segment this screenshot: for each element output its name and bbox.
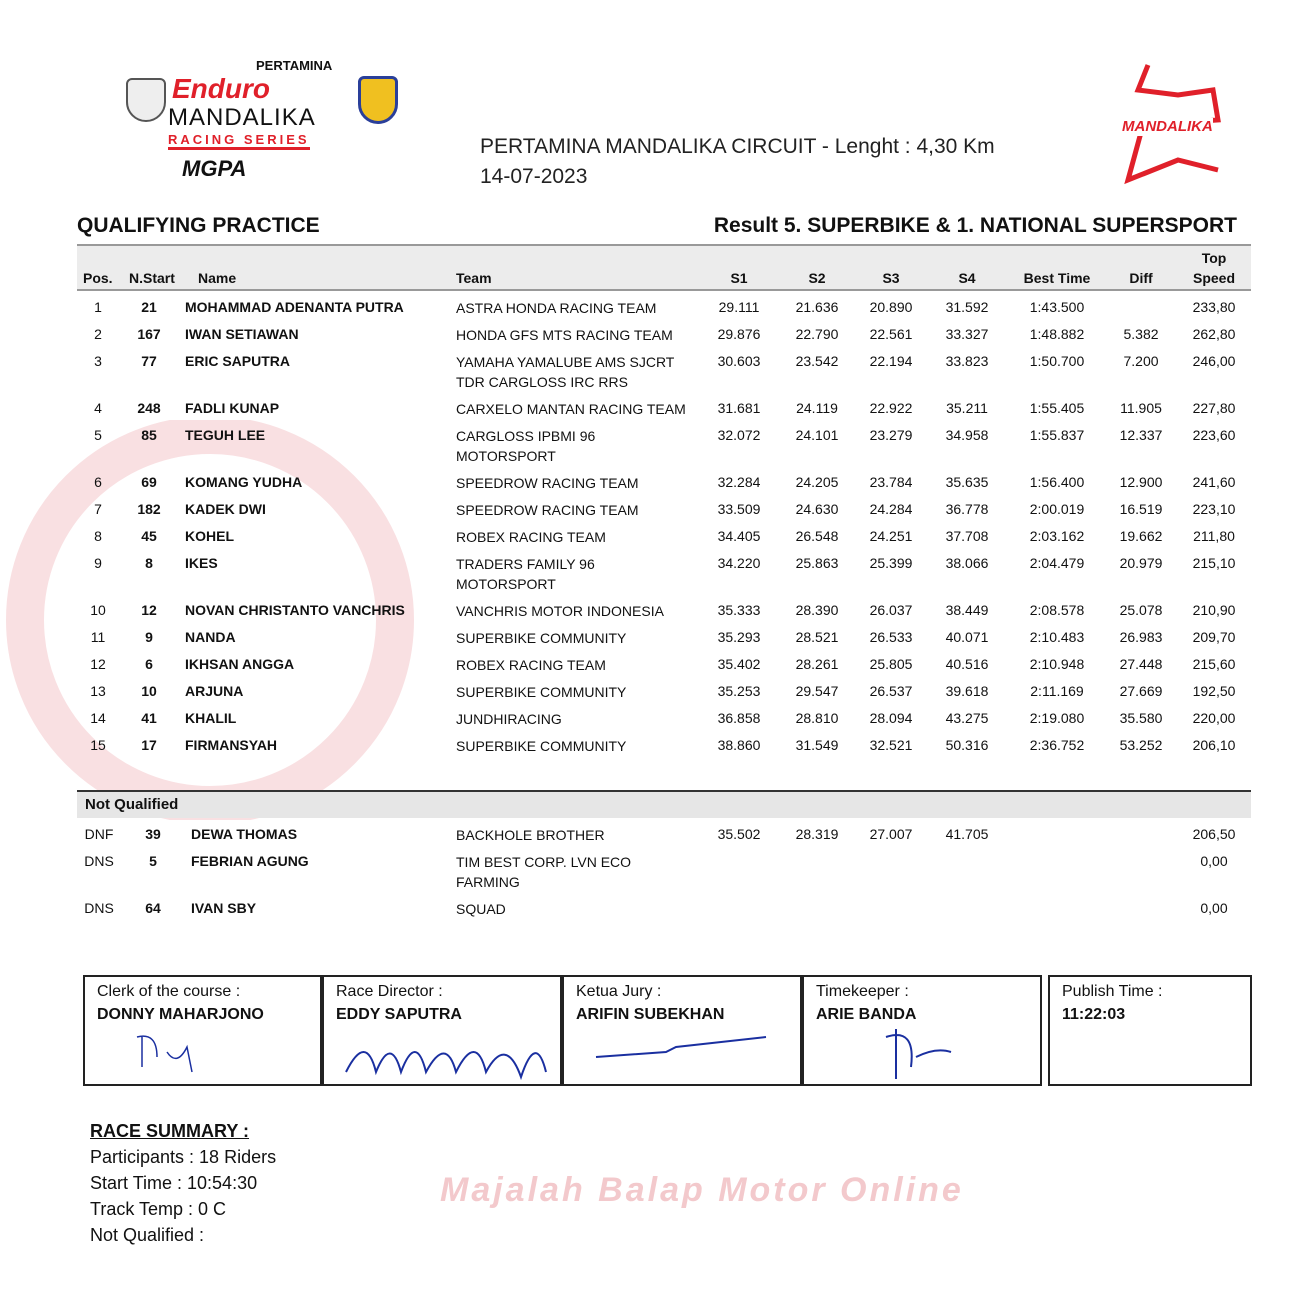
cell-s1: 35.253 <box>717 683 761 699</box>
cell-n: 17 <box>141 737 157 753</box>
cell-pos: 5 <box>94 427 102 443</box>
cell-s4: 39.618 <box>945 683 989 699</box>
cell-top: 220,00 <box>1192 710 1236 726</box>
cell-top: 206,10 <box>1192 737 1236 753</box>
cell-s3: 23.784 <box>869 474 913 490</box>
cell-best: 2:00.019 <box>1029 501 1085 517</box>
cell-diff: 16.519 <box>1119 501 1163 517</box>
cell-name: IVAN SBY <box>191 900 257 916</box>
cell-s2: 24.205 <box>795 474 839 490</box>
signature-box-clerk: Clerk of the course : DONNY MAHARJONO <box>83 975 322 1086</box>
cell-s2: 24.101 <box>795 427 839 443</box>
cell-s2: 24.630 <box>795 501 839 517</box>
table-row <box>77 552 1251 592</box>
cell-s1: 30.603 <box>717 353 761 369</box>
cell-team: ROBEX RACING TEAM <box>456 529 606 545</box>
cell-name: KHALIL <box>185 710 237 726</box>
cell-s3: 22.561 <box>869 326 913 342</box>
table-row <box>77 296 1251 323</box>
cell-pos: 3 <box>94 353 102 369</box>
cell-s3: 22.194 <box>869 353 913 369</box>
cell-name: KOHEL <box>185 528 234 544</box>
cell-best: 2:19.080 <box>1029 710 1085 726</box>
cell-pos: 7 <box>94 501 102 517</box>
circuit-title: PERTAMINA MANDALIKA CIRCUIT - Lenght : 4,30 Km <box>480 135 995 158</box>
cell-team: TIM BEST CORP. LVN ECO FARMING <box>456 854 632 890</box>
cell-pos: DNS <box>84 853 114 869</box>
cell-s3: 20.890 <box>869 299 913 315</box>
watermark-text: Majalah Balap Motor Online <box>440 1171 964 1209</box>
cell-name: IKES <box>185 555 218 571</box>
cell-s4: 33.327 <box>945 326 989 342</box>
cell-s3: 25.805 <box>869 656 913 672</box>
cell-pos: 2 <box>94 326 102 342</box>
cell-pos: 6 <box>94 474 102 490</box>
cell-best: 1:55.837 <box>1029 427 1085 443</box>
enduro-logo: PERTAMINA Enduro MANDALIKA RACING SERIES MGPA <box>120 58 410 190</box>
cell-s1: 38.860 <box>717 737 761 753</box>
cell-pos: 10 <box>90 602 106 618</box>
cell-name: TEGUH LEE <box>185 427 266 443</box>
cell-s4: 50.316 <box>945 737 989 753</box>
cell-name: IWAN SETIAWAN <box>185 326 299 342</box>
shield-right-icon <box>358 76 398 124</box>
cell-name: IKHSAN ANGGA <box>185 656 295 672</box>
cell-name: ERIC SAPUTRA <box>185 353 291 369</box>
cell-team: SQUAD <box>456 901 506 917</box>
cell-s4: 34.958 <box>945 427 989 443</box>
cell-s4: 35.211 <box>946 400 988 416</box>
cell-n: 248 <box>137 400 161 416</box>
cell-s3: 26.533 <box>869 629 913 645</box>
cell-s1: 32.072 <box>717 427 761 443</box>
cell-s3: 26.537 <box>869 683 913 699</box>
table-row <box>77 680 1251 707</box>
cell-s1: 35.402 <box>717 656 761 672</box>
cell-n: 39 <box>145 826 161 842</box>
cell-diff: 25.078 <box>1119 602 1163 618</box>
cell-pos: 4 <box>94 400 102 416</box>
cell-s2: 24.119 <box>796 400 838 416</box>
cell-top: 223,60 <box>1192 427 1236 443</box>
cell-s1: 36.858 <box>717 710 761 726</box>
cell-diff: 27.669 <box>1119 683 1163 699</box>
cell-name: DEWA THOMAS <box>191 826 298 842</box>
cell-s2: 29.547 <box>795 683 839 699</box>
signature-scribble <box>97 1027 297 1077</box>
cell-name: FADLI KUNAP <box>185 400 280 416</box>
cell-diff: 11.905 <box>1120 400 1162 416</box>
cell-s4: 40.516 <box>945 656 989 672</box>
cell-team: CARXELO MANTAN RACING TEAM <box>456 401 686 417</box>
cell-name: KADEK DWI <box>185 501 266 517</box>
cell-name: MOHAMMAD ADENANTA PUTRA <box>185 299 404 315</box>
cell-s2: 28.319 <box>795 826 839 842</box>
cell-name: ARJUNA <box>185 683 244 699</box>
cell-diff: 12.900 <box>1119 474 1163 490</box>
table-row <box>77 397 1251 424</box>
cell-diff: 27.448 <box>1119 656 1163 672</box>
cell-top: 241,60 <box>1192 474 1236 490</box>
cell-n: 5 <box>149 853 157 869</box>
cell-n: 6 <box>145 656 153 672</box>
cell-best: 2:03.162 <box>1029 528 1085 544</box>
cell-team: CARGLOSS IPBMI 96 MOTORSPORT <box>456 428 596 464</box>
cell-s4: 36.778 <box>945 501 989 517</box>
cell-best: 2:11.169 <box>1030 683 1084 699</box>
cell-s2: 21.636 <box>795 299 839 315</box>
cell-s1: 29.111 <box>718 299 760 315</box>
cell-diff: 5.382 <box>1123 326 1159 342</box>
cell-n: 64 <box>145 900 161 916</box>
cell-top: 211,80 <box>1193 528 1235 544</box>
cell-pos: DNS <box>84 900 114 916</box>
cell-n: 10 <box>141 683 157 699</box>
cell-team: SUPERBIKE COMMUNITY <box>456 684 627 700</box>
cell-n: 167 <box>137 326 161 342</box>
cell-s2: 28.390 <box>795 602 839 618</box>
cell-s3: 24.251 <box>869 528 913 544</box>
cell-s4: 37.708 <box>945 528 989 544</box>
cell-pos: 1 <box>94 299 102 315</box>
cell-top: 262,80 <box>1192 326 1236 342</box>
result-title: Result 5. SUPERBIKE & 1. NATIONAL SUPERSPORT <box>713 214 1237 237</box>
cell-team: YAMAHA YAMALUBE AMS SJCRT TDR CARGLOSS IRC RRS <box>456 354 675 390</box>
cell-top: 233,80 <box>1192 299 1236 315</box>
cell-diff: 35.580 <box>1119 710 1163 726</box>
cell-s4: 31.592 <box>945 299 989 315</box>
cell-s3: 24.284 <box>869 501 913 517</box>
cell-diff: 26.983 <box>1119 629 1163 645</box>
cell-best: 1:43.500 <box>1029 299 1085 315</box>
cell-diff: 19.662 <box>1119 528 1163 544</box>
cell-s3: 22.922 <box>869 400 913 416</box>
cell-top: 0,00 <box>1200 900 1228 916</box>
cell-s1: 35.293 <box>717 629 761 645</box>
cell-team: HONDA GFS MTS RACING TEAM <box>456 327 673 343</box>
cell-best: 2:10.948 <box>1029 656 1085 672</box>
signature-scribble <box>576 1027 791 1077</box>
cell-n: 41 <box>141 710 157 726</box>
cell-team: SPEEDROW RACING TEAM <box>456 475 639 491</box>
cell-s4: 43.275 <box>945 710 989 726</box>
mandalika-circuit-logo: MANDALIKA <box>1118 60 1243 185</box>
cell-name: NOVAN CHRISTANTO VANCHRIS <box>185 602 405 618</box>
table-row <box>77 498 1251 525</box>
event-date: 14-07-2023 <box>480 165 588 188</box>
cell-top: 210,90 <box>1192 602 1236 618</box>
signature-scribble <box>336 1027 556 1082</box>
cell-s4: 33.823 <box>945 353 989 369</box>
cell-diff: 53.252 <box>1119 737 1163 753</box>
cell-name: KOMANG YUDHA <box>185 474 303 490</box>
cell-name: FIRMANSYAH <box>185 737 278 753</box>
cell-top: 227,80 <box>1192 400 1236 416</box>
cell-pos: 13 <box>90 683 106 699</box>
cell-top: 223,10 <box>1192 501 1236 517</box>
cell-name: FEBRIAN AGUNG <box>191 853 309 869</box>
table-header: Pos. N.Start Name Team S1 S2 S3 S4 Best Time Diff Top Speed <box>77 244 1251 291</box>
cell-s3: 27.007 <box>869 826 913 842</box>
table-row <box>77 525 1251 552</box>
cell-s3: 23.279 <box>869 427 913 443</box>
cell-s1: 35.502 <box>717 826 761 842</box>
cell-diff: 7.200 <box>1123 353 1159 369</box>
cell-best: 1:48.882 <box>1029 326 1085 342</box>
cell-pos: 14 <box>90 710 106 726</box>
table-row <box>77 897 1251 924</box>
publish-time-box: Publish Time : 11:22:03 <box>1048 975 1252 1086</box>
cell-team: JUNDHIRACING <box>456 711 562 727</box>
cell-n: 85 <box>141 427 157 443</box>
table-row <box>77 653 1251 680</box>
cell-team: SUPERBIKE COMMUNITY <box>456 630 627 646</box>
cell-best: 2:04.479 <box>1029 555 1085 571</box>
cell-n: 182 <box>137 501 161 517</box>
table-row <box>77 626 1251 653</box>
signature-box-timekeeper: Timekeeper : ARIE BANDA <box>802 975 1042 1086</box>
table-row <box>77 823 1251 850</box>
cell-best: 1:50.700 <box>1029 353 1085 369</box>
cell-s2: 25.863 <box>795 555 839 571</box>
cell-team: TRADERS FAMILY 96 MOTORSPORT <box>456 556 595 592</box>
table-row <box>77 599 1251 626</box>
cell-s2: 26.548 <box>795 528 839 544</box>
signature-box-jury: Ketua Jury : ARIFIN SUBEKHAN <box>562 975 802 1086</box>
cell-pos: 9 <box>94 555 102 571</box>
cell-s1: 29.876 <box>717 326 761 342</box>
cell-team: VANCHRIS MOTOR INDONESIA <box>456 603 664 619</box>
table-row <box>77 850 1251 890</box>
cell-top: 246,00 <box>1192 353 1236 369</box>
cell-pos: 11 <box>90 629 106 645</box>
cell-s1: 34.405 <box>717 528 761 544</box>
cell-s2: 31.549 <box>795 737 839 753</box>
cell-n: 77 <box>141 353 157 369</box>
cell-n: 21 <box>141 299 157 315</box>
session-title: QUALIFYING PRACTICE <box>77 214 320 237</box>
cell-pos: 12 <box>90 656 106 672</box>
cell-s1: 33.509 <box>717 501 761 517</box>
cell-diff: 12.337 <box>1119 427 1163 443</box>
cell-s4: 38.066 <box>945 555 989 571</box>
cell-best: 2:08.578 <box>1029 602 1085 618</box>
cell-s3: 32.521 <box>869 737 913 753</box>
cell-n: 69 <box>141 474 157 490</box>
cell-s2: 28.521 <box>795 629 839 645</box>
cell-team: SUPERBIKE COMMUNITY <box>456 738 627 754</box>
cell-s3: 25.399 <box>869 555 913 571</box>
cell-s1: 34.220 <box>717 555 761 571</box>
cell-best: 1:55.405 <box>1029 400 1085 416</box>
cell-s3: 28.094 <box>869 710 913 726</box>
cell-s3: 26.037 <box>869 602 913 618</box>
cell-top: 209,70 <box>1192 629 1236 645</box>
cell-diff: 20.979 <box>1119 555 1163 571</box>
cell-s2: 23.542 <box>795 353 839 369</box>
cell-n: 8 <box>145 555 153 571</box>
race-summary: RACE SUMMARY : Participants : 18 Riders Start Time : 10:54:30 Track Temp : 0 C Not Qualified : <box>90 1121 277 1245</box>
table-row <box>77 424 1251 464</box>
cell-team: BACKHOLE BROTHER <box>456 827 605 843</box>
cell-best: 2:10.483 <box>1029 629 1085 645</box>
cell-top: 215,10 <box>1192 555 1236 571</box>
cell-s1: 31.681 <box>717 400 761 416</box>
cell-n: 45 <box>141 528 157 544</box>
cell-n: 12 <box>141 602 157 618</box>
cell-s4: 35.635 <box>945 474 989 490</box>
cell-s1: 32.284 <box>717 474 761 490</box>
cell-top: 215,60 <box>1192 656 1236 672</box>
table-row <box>77 734 1251 761</box>
cell-s4: 38.449 <box>945 602 989 618</box>
cell-name: NANDA <box>185 629 236 645</box>
cell-team: ROBEX RACING TEAM <box>456 657 606 673</box>
signature-scribble <box>816 1027 1031 1082</box>
cell-top: 192,50 <box>1192 683 1236 699</box>
cell-top: 0,00 <box>1200 853 1228 869</box>
cell-s2: 22.790 <box>795 326 839 342</box>
table-row <box>77 471 1251 498</box>
cell-n: 9 <box>145 629 153 645</box>
cell-s4: 40.071 <box>945 629 989 645</box>
cell-pos: 15 <box>90 737 106 753</box>
shield-left-icon <box>126 78 166 122</box>
cell-team: SPEEDROW RACING TEAM <box>456 502 639 518</box>
cell-best: 2:36.752 <box>1029 737 1085 753</box>
not-qualified-header: Not Qualified <box>77 790 1251 818</box>
table-row <box>77 350 1251 390</box>
cell-team: ASTRA HONDA RACING TEAM <box>456 300 657 316</box>
table-row <box>77 323 1251 350</box>
cell-s2: 28.261 <box>795 656 839 672</box>
table-row <box>77 707 1251 734</box>
cell-s2: 28.810 <box>795 710 839 726</box>
cell-s1: 35.333 <box>717 602 761 618</box>
cell-best: 1:56.400 <box>1029 474 1085 490</box>
signature-box-race-director: Race Director : EDDY SAPUTRA <box>322 975 562 1086</box>
cell-top: 206,50 <box>1192 826 1236 842</box>
cell-s4: 41.705 <box>945 826 989 842</box>
cell-pos: 8 <box>94 528 102 544</box>
cell-pos: DNF <box>84 826 114 842</box>
